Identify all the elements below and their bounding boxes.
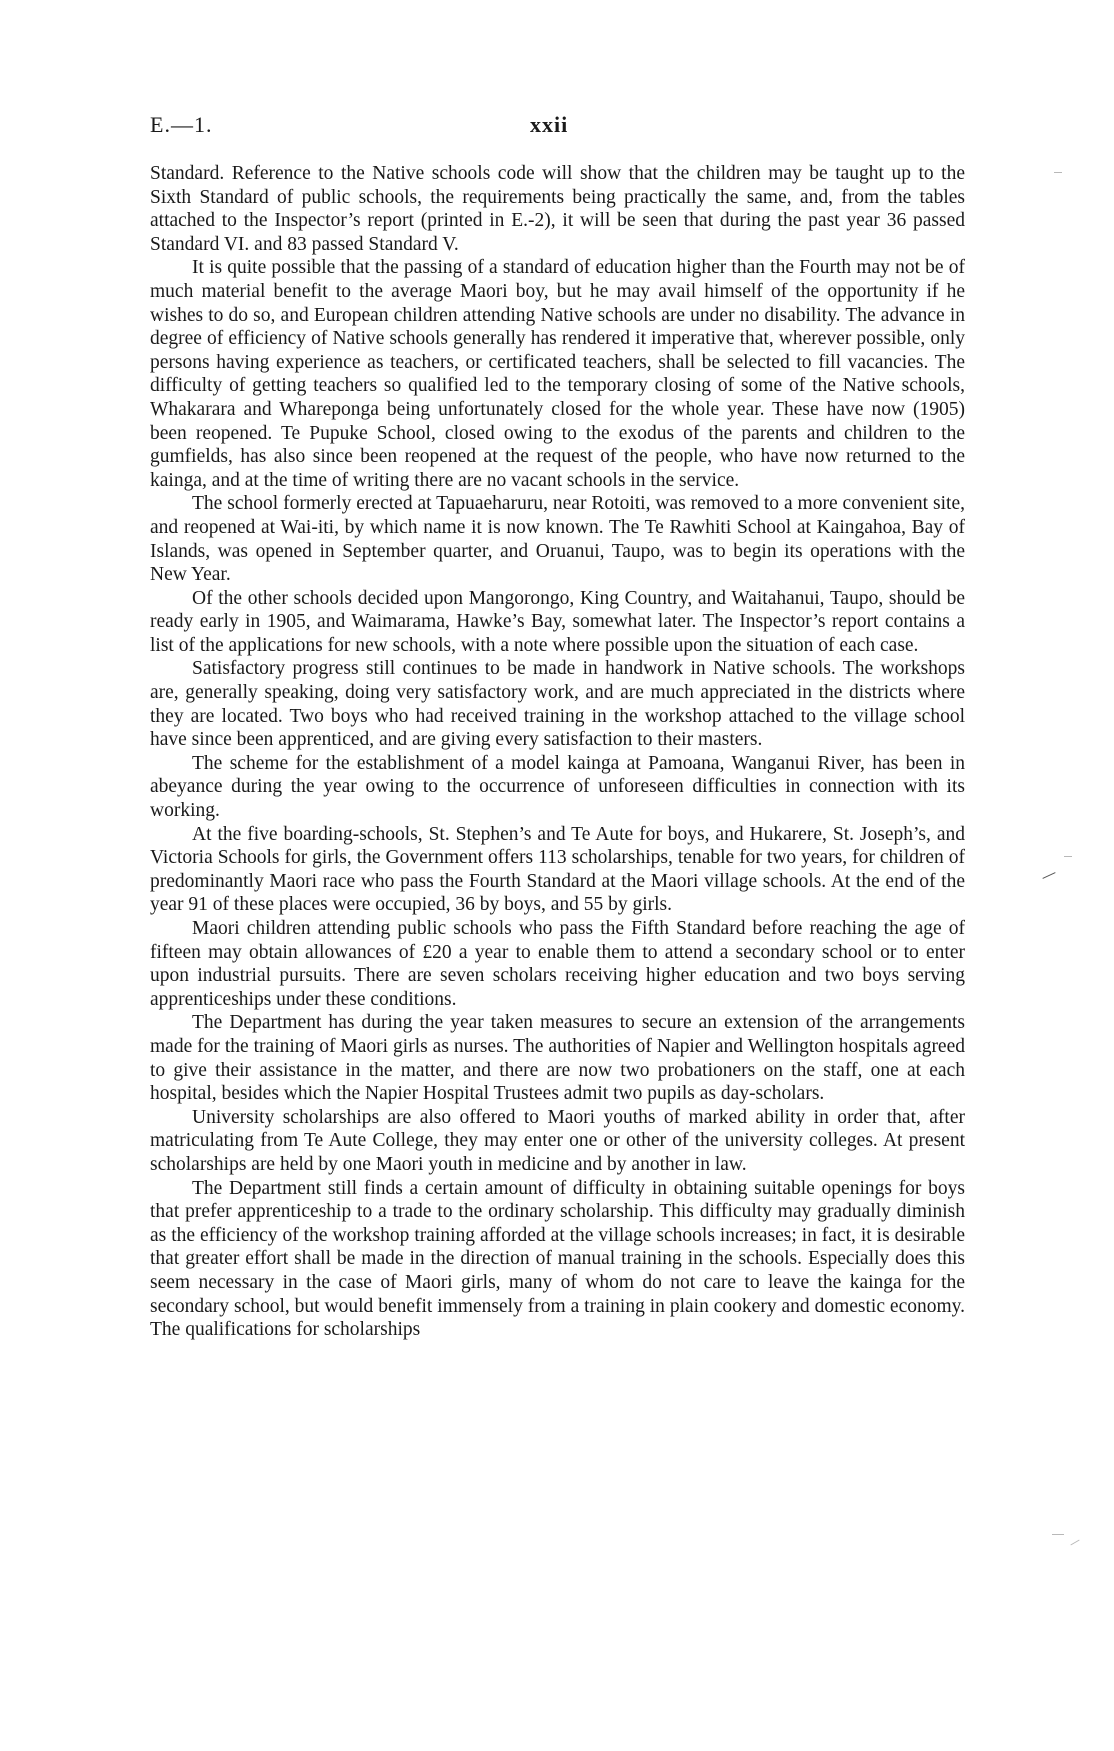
margin-mark <box>1064 856 1072 857</box>
paragraph: The Department has during the year taken measures to secure an extension of the arrangements made for the training of Maori girls as nurses. The authorities of Napier and Wellington hospitals agreed to give their assistance in the matter, and there are now two probationers on the staff, one at each hospital, besides which the Napier Hospital Trustees admit two pupils as day-scholars. <box>150 1012 965 1105</box>
body-text <box>150 162 965 1342</box>
page-header <box>150 112 966 144</box>
paragraph: University scholarships are also offered to Maori youths of marked ability in order that, after matriculating from Te Aute College, they may enter one or other of the university colleges. At present scholarships are held by one Maori youth in medicine and by another in law. <box>150 1106 965 1175</box>
paragraph: Satisfactory progress still continues to be made in handwork in Native schools. The workshops are, generally speaking, doing very satisfactory work, and are much appreciated in the districts where they are located. Two boys who had received training in the workshop attached to the village school have since been apprenticed, and are giving every satisfaction to their masters. <box>150 658 965 751</box>
paragraph: The school formerly erected at Tapuaeharuru, near Rotoiti, was removed to a more convenient site, and reopened at Wai-iti, by which name it is now known. The Te Rawhiti School at Kaingahoa, Bay of Islands, was opened in September quarter, and Oruanui, Taupo, was to begin its operations with the New Year. <box>150 493 965 586</box>
paragraph: Of the other schools decided upon Mangorongo, King Country, and Waitahanui, Taupo, should be ready early in 1905, and Waimarama, Hawke’s Bay, somewhat later. The Inspector’s report contains a list of the applications for new schools, with a note where possible upon the situation of each case. <box>150 587 965 656</box>
page-number: xxii <box>530 112 569 137</box>
margin-mark <box>1070 1540 1079 1546</box>
paragraph: Maori children attending public schools who pass the Fifth Standard before reaching the age of fifteen may obtain allowances of £20 a year to enable them to attend a secondary school or to enter upon industrial pursuits. There are seven scholars receiving higher education and two boys serving apprenticeships under these conditions. <box>150 918 965 1010</box>
paragraph-continued: Standard. Reference to the Native schools code will show that the children may be taught up to the Sixth Standard of public schools, the requirements being practically the same, and, from the tables attached to the Inspector’s report (printed in E.-2), it will be seen that during the past year 36 passed Standard VI. and 83 passed Standard V. <box>150 163 965 255</box>
document-reference: E.—1. <box>150 112 213 137</box>
paragraph: The Department still finds a certain amount of difficulty in obtaining suitable openings for boys that prefer apprenticeship to a trade to the ordinary scholarship. This difficulty may gradually diminish as the efficiency of the workshop training afforded at the village schools increases; in fact, it is desirable that greater effort shall be made in the direction of manual training in the schools. Especially does this seem necessary in the case of Maori girls, many of whom do not care to leave the kainga for the secondary school, but would benefit immensely from a training in plain cookery and domestic economy. The qualifications for scholarships <box>150 1177 965 1341</box>
margin-mark <box>1052 1534 1064 1535</box>
paragraph: It is quite possible that the passing of a standard of education higher than the Fourth may not be of much material benefit to the average Maori boy, but he may avail himself of the opportunity if he wishes to do so, and European children attending Native schools are under no disability. The advance in degree of efficiency of Native schools generally has rendered it imperative that, wherever possible, only persons having experience as teachers, or certificated teachers, shall be selected to fill vacancies. The difficulty of getting teachers so qualified led to the temporary closing of some of the Native schools, Whakarara and Whareponga being unfortunately closed for the whole year. These have now (1905) been reopened. Te Pupuke School, closed owing to the exodus of the parents and children to the gumfields, has also since been reopened at the request of the people, who have now returned to the kainga, and at the time of writing there are no vacant schools in the service. <box>150 257 965 491</box>
paragraph: At the five boarding-schools, St. Stephen’s and Te Aute for boys, and Hukarere, St. Joseph’s, and Victoria Schools for girls, the Government offers 113 scholarships, tenable for two years, for children of predominantly Maori race who pass the Fourth Standard at the Maori village schools. At the end of the year 91 of these places were occupied, 36 by boys, and 55 by girls. <box>150 823 965 916</box>
margin-mark <box>1042 872 1055 879</box>
paragraph: The scheme for the establishment of a model kainga at Pamoana, Wanganui River, has been in abeyance during the year owing to the occurrence of unforeseen difficulties in connection with its working. <box>150 752 965 822</box>
margin-mark <box>1054 172 1062 173</box>
